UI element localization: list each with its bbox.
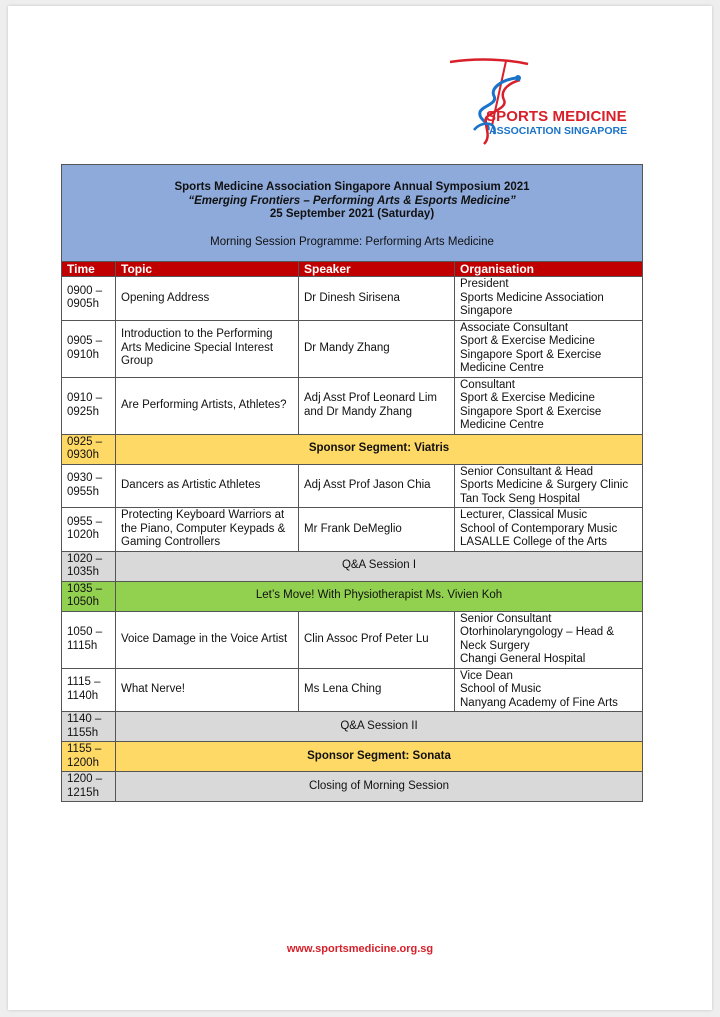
programme-row [62, 508, 643, 552]
programme-table [61, 164, 643, 802]
website-url: www.sportsmedicine.org.sg [286, 943, 434, 955]
speaker-cell: Mr Frank DeMeglio [299, 508, 455, 552]
time-cell: 0905 – 0910h [62, 320, 116, 377]
topic-cell: Dancers as Artistic Athletes [116, 464, 299, 508]
logo-text-sports-medicine: SPORTS MEDICINE [486, 108, 627, 125]
column-header-organisation: Organisation [455, 262, 643, 277]
topic-cell: Introduction to the Performing Arts Medicine Special Interest Group [116, 320, 299, 377]
segment-cell: Closing of Morning Session [116, 772, 643, 802]
time-cell: 1155 – 1200h [62, 742, 116, 772]
segment-cell: Q&A Session II [116, 712, 643, 742]
time-cell: 0900 – 0905h [62, 277, 116, 321]
time-cell: 1115 – 1140h [62, 668, 116, 712]
programme-header-row [62, 165, 643, 262]
time-cell: 1035 – 1050h [62, 581, 116, 611]
topic-cell: What Nerve! [116, 668, 299, 712]
time-cell: 0910 – 0925h [62, 377, 116, 434]
speaker-cell: Dr Dinesh Sirisena [299, 277, 455, 321]
programme-row [62, 668, 643, 712]
organisation-cell: Senior Consultant & Head Sports Medicine & Surgery Clinic Tan Tock Seng Hospital [455, 464, 643, 508]
organisation-cell: Vice Dean School of Music Nanyang Academy of Fine Arts [455, 668, 643, 712]
time-cell: 1020 – 1035h [62, 551, 116, 581]
symposium-date: 25 September 2021 (Saturday) [269, 208, 435, 220]
segment-cell: Let’s Move! With Physiotherapist Ms. Vivien Koh [116, 581, 643, 611]
topic-cell: Are Performing Artists, Athletes? [116, 377, 299, 434]
speaker-cell: Adj Asst Prof Jason Chia [299, 464, 455, 508]
speaker-cell: Ms Lena Ching [299, 668, 455, 712]
symposium-title: Sports Medicine Association Singapore Annual Symposium 2021 [174, 181, 530, 193]
time-cell: 1050 – 1115h [62, 611, 116, 668]
organisation-cell: Associate Consultant Sport & Exercise Medicine Singapore Sport & Exercise Medicine Centre [455, 320, 643, 377]
segment-cell: Sponsor Segment: Viatris [116, 434, 643, 464]
column-header-row [62, 262, 643, 277]
programme-header [62, 165, 643, 262]
segment-cell: Sponsor Segment: Sonata [116, 742, 643, 772]
organisation-cell: Lecturer, Classical Music School of Contemporary Music LASALLE College of the Arts [455, 508, 643, 552]
speaker-cell: Clin Assoc Prof Peter Lu [299, 611, 455, 668]
organisation-cell: Consultant Sport & Exercise Medicine Singapore Sport & Exercise Medicine Centre [455, 377, 643, 434]
column-header-time: Time [62, 262, 116, 277]
programme-row [62, 377, 643, 434]
programme-row [62, 464, 643, 508]
programme-row [62, 277, 643, 321]
segment-row [62, 772, 643, 802]
column-header-speaker: Speaker [299, 262, 455, 277]
time-cell: 1140 – 1155h [62, 712, 116, 742]
segment-row [62, 551, 643, 581]
time-cell: 0930 – 0955h [62, 464, 116, 508]
organisation-cell: Senior Consultant Otorhinolaryngology – Head & Neck Surgery Changi General Hospital [455, 611, 643, 668]
topic-cell: Opening Address [116, 277, 299, 321]
topic-cell: Voice Damage in the Voice Artist [116, 611, 299, 668]
speaker-cell: Dr Mandy Zhang [299, 320, 455, 377]
programme-row [62, 320, 643, 377]
segment-row [62, 434, 643, 464]
time-cell: 0925 – 0930h [62, 434, 116, 464]
speaker-cell: Adj Asst Prof Leonard Lim and Dr Mandy Zhang [299, 377, 455, 434]
time-cell: 1200 – 1215h [62, 772, 116, 802]
programme-row [62, 611, 643, 668]
organisation-cell: President Sports Medicine Association Singapore [455, 277, 643, 321]
segment-row [62, 581, 643, 611]
session-title: Morning Session Programme: Performing Arts Medicine [210, 235, 494, 248]
segment-row [62, 712, 643, 742]
logo-text-association: ASSOCIATION SINGAPORE [489, 125, 628, 137]
segment-cell: Q&A Session I [116, 551, 643, 581]
symposium-subtitle: “Emerging Frontiers – Performing Arts & Esports Medicine” [188, 194, 516, 207]
topic-cell: Protecting Keyboard Warriors at the Piano, Computer Keypads & Gaming Controllers [116, 508, 299, 552]
column-header-topic: Topic [116, 262, 299, 277]
segment-row [62, 742, 643, 772]
association-logo [446, 56, 646, 148]
time-cell: 0955 – 1020h [62, 508, 116, 552]
